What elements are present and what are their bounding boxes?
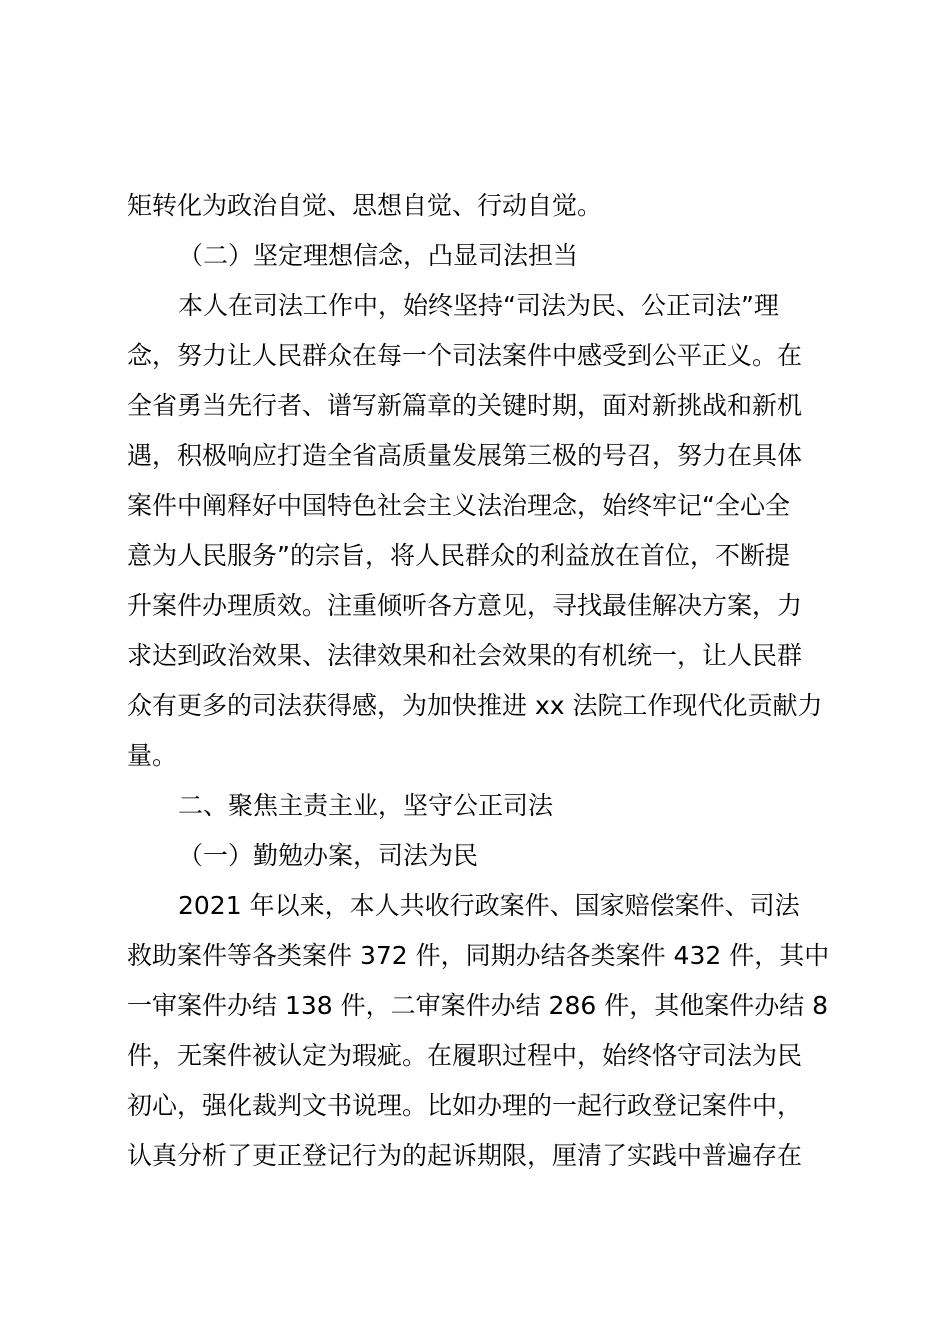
chapter-heading: 二、聚焦主责主业，坚守公正司法 — [178, 791, 554, 820]
section-heading: （二）坚定理想信念，凸显司法担当 — [178, 241, 579, 270]
body-text-line: 矩转化为政治自觉、思想自觉、行动自觉。 — [127, 191, 603, 220]
section-heading: （一）勤勉办案，司法为民 — [178, 841, 479, 870]
body-text-line: 案件中阐释好中国特色社会主义法治理念，始终牢记“全心全 — [127, 491, 790, 520]
body-text-line: 求达到政治效果、法律效果和社会效果的有机统一，让人民群 — [127, 641, 803, 670]
body-text-line: 件，无案件被认定为瑕疵。在履职过程中，始终恪守司法为民 — [127, 1041, 803, 1070]
body-text-line: 念，努力让人民群众在每一个司法案件中感受到公平正义。在 — [127, 341, 803, 370]
body-text-line: 2021 年以来，本人共收行政案件、国家赔偿案件、司法 — [178, 891, 800, 920]
body-text-line: 救助案件等各类案件 372 件，同期办结各类案件 432 件，其中 — [127, 941, 830, 970]
body-text-line: 全省勇当先行者、谱写新篇章的关键时期，面对新挑战和新机 — [127, 391, 803, 420]
body-text-line: 意为人民服务”的宗旨，将人民群众的利益放在首位，不断提 — [127, 541, 790, 570]
body-text-line: 遇，积极响应打造全省高质量发展第三极的号召，努力在具体 — [127, 441, 803, 470]
body-text-line: 众有更多的司法获得感，为加快推进 xx 法院工作现代化贡献力 — [127, 691, 823, 720]
body-text-line: 初心，强化裁判文书说理。比如办理的一起行政登记案件中， — [127, 1091, 803, 1120]
body-text-line: 升案件办理质效。注重倾听各方意见，寻找最佳解决方案，力 — [127, 591, 803, 620]
body-text-line: 认真分析了更正登记行为的起诉期限，厘清了实践中普遍存在 — [127, 1141, 803, 1170]
body-text-line: 量。 — [127, 741, 178, 770]
body-text-line: 一审案件办结 138 件，二审案件办结 286 件，其他案件办结 8 — [127, 991, 829, 1020]
body-text-line: 本人在司法工作中，始终坚持“司法为民、公正司法”理 — [178, 291, 779, 320]
